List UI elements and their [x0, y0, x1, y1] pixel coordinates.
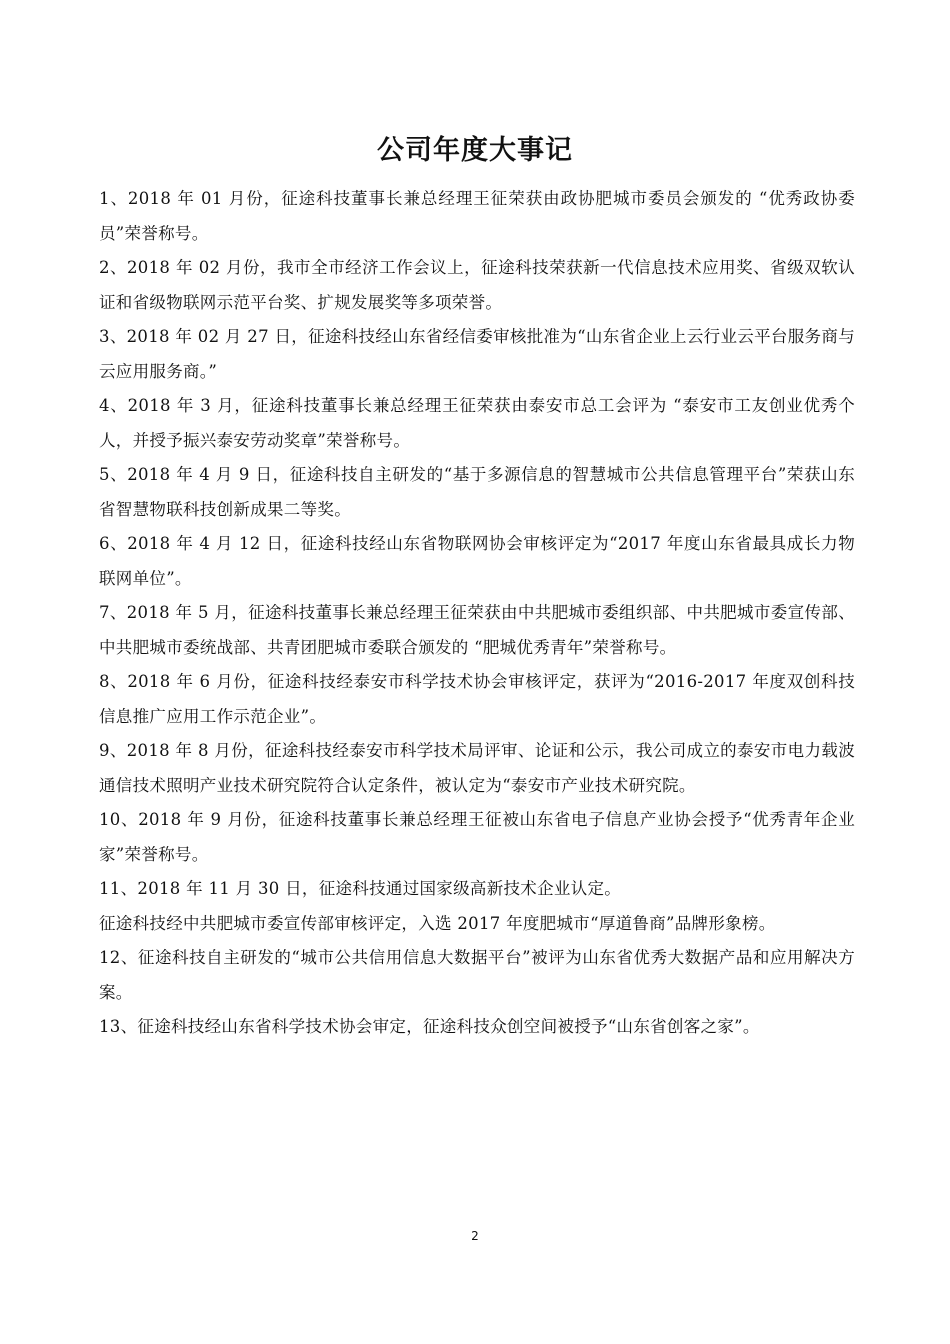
paragraph-6: 6、2018 年 4 月 12 日，征途科技经山东省物联网协会审核评定为“2017 年度山东省最具成长力物联网单位”。: [99, 534, 855, 588]
paragraph-4: 4、2018 年 3 月，征途科技董事长兼总经理王征荣获由泰安市总工会评为 “泰安市工友创业优秀个人，并授予振兴泰安劳动奖章”荣誉称号。: [99, 396, 855, 450]
paragraph-11-continued: 征途科技经中共肥城市委宣传部审核评定，入选 2017 年度肥城市“厚道鲁商”品牌形象榜。: [99, 913, 776, 933]
paragraph-1: 1、2018 年 01 月份，征途科技董事长兼总经理王征荣获由政协肥城市委员会颁发的 “优秀政协委员”荣誉称号。: [99, 189, 855, 243]
paragraph-10: 10、2018 年 9 月份，征途科技董事长兼总经理王征被山东省电子信息产业协会授予“优秀青年企业家”荣誉称号。: [99, 810, 855, 864]
paragraph-11: 11、2018 年 11 月 30 日，征途科技通过国家级高新技术企业认定。: [99, 879, 622, 898]
paragraph-7: 7、2018 年 5 月，征途科技董事长兼总经理王征荣获由中共肥城市委组织部、中共肥城市委宣传部、中共肥城市委统战部、共青团肥城市委联合颁发的 “肥城优秀青年”荣誉称号。: [99, 603, 855, 657]
document-body: [99, 182, 855, 1045]
paragraph-9: 9、2018 年 8 月份，征途科技经泰安市科学技术局评审、论证和公示，我公司成立的泰安市电力载波通信技术照明产业技术研究院符合认定条件，被认定为“泰安市产业技术研究院。: [99, 741, 855, 795]
document-title: 公司年度大事记: [377, 135, 573, 166]
paragraph-3: 3、2018 年 02 月 27 日，征途科技经山东省经信委审核批准为“山东省企业上云行业云平台服务商与云应用服务商。”: [99, 327, 855, 381]
page-number: 2: [471, 1229, 479, 1243]
paragraph-8: 8、2018 年 6 月份，征途科技经泰安市科学技术协会审核评定，获评为“2016-2017 年度双创科技信息推广应用工作示范企业”。: [99, 672, 855, 726]
paragraph-13: 13、征途科技经山东省科学技术协会审定，征途科技众创空间被授予“山东省创客之家”。: [99, 1017, 760, 1036]
paragraph-2: 2、2018 年 02 月份，我市全市经济工作会议上，征途科技荣获新一代信息技术应用奖、省级双软认证和省级物联网示范平台奖、扩规发展奖等多项荣誉。: [99, 258, 855, 312]
paragraph-12: 12、征途科技自主研发的“城市公共信用信息大数据平台”被评为山东省优秀大数据产品和应用解决方案。: [99, 948, 855, 1002]
paragraph-5: 5、2018 年 4 月 9 日，征途科技自主研发的“基于多源信息的智慧城市公共信息管理平台”荣获山东省智慧物联科技创新成果二等奖。: [99, 465, 855, 519]
